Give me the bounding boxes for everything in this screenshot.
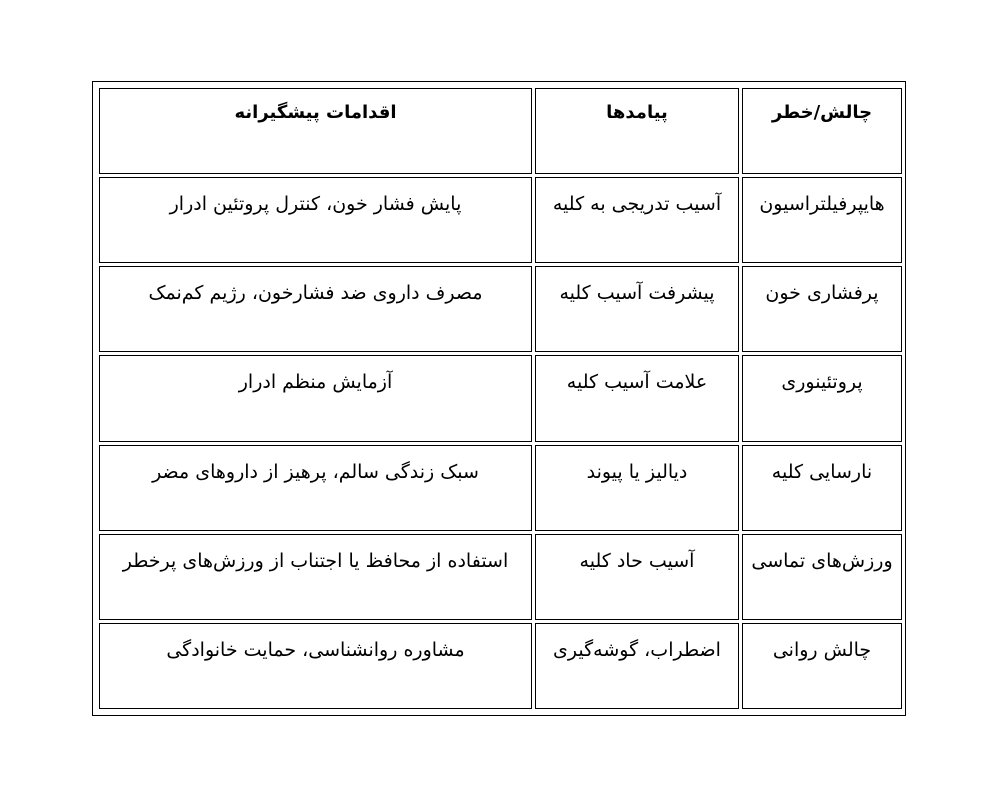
table-header-row — [99, 88, 902, 174]
cell-consequences: آسیب تدریجی به کلیه — [535, 177, 739, 263]
table-row — [99, 623, 902, 709]
header-challenge: چالش/خطر — [742, 88, 902, 174]
table-row — [99, 445, 902, 531]
header-consequences: پیامدها — [535, 88, 739, 174]
cell-prevention: استفاده از محافظ یا اجتناب از ورزش‌های پرخطر — [99, 534, 532, 620]
table-row — [99, 177, 902, 263]
cell-consequences: پیشرفت آسیب کلیه — [535, 266, 739, 352]
cell-challenge: پرفشاری خون — [742, 266, 902, 352]
risk-prevention-table — [96, 85, 905, 712]
cell-consequences: اضطراب، گوشه‌گیری — [535, 623, 739, 709]
cell-consequences: دیالیز یا پیوند — [535, 445, 739, 531]
cell-prevention: مصرف داروی ضد فشارخون، رژیم کم‌نمک — [99, 266, 532, 352]
cell-prevention: آزمایش منظم ادرار — [99, 355, 532, 441]
table-row — [99, 355, 902, 441]
cell-challenge: نارسایی کلیه — [742, 445, 902, 531]
cell-consequences: آسیب حاد کلیه — [535, 534, 739, 620]
cell-challenge: ورزش‌های تماسی — [742, 534, 902, 620]
cell-challenge: هایپرفیلتراسیون — [742, 177, 902, 263]
header-prevention: اقدامات پیشگیرانه — [99, 88, 532, 174]
cell-challenge: پروتئینوری — [742, 355, 902, 441]
table-row — [99, 534, 902, 620]
cell-consequences: علامت آسیب کلیه — [535, 355, 739, 441]
table-frame — [92, 81, 906, 716]
table-row — [99, 266, 902, 352]
cell-prevention: سبک زندگی سالم، پرهیز از داروهای مضر — [99, 445, 532, 531]
cell-prevention: مشاوره روانشناسی، حمایت خانوادگی — [99, 623, 532, 709]
cell-prevention: پایش فشار خون، کنترل پروتئین ادرار — [99, 177, 532, 263]
cell-challenge: چالش روانی — [742, 623, 902, 709]
